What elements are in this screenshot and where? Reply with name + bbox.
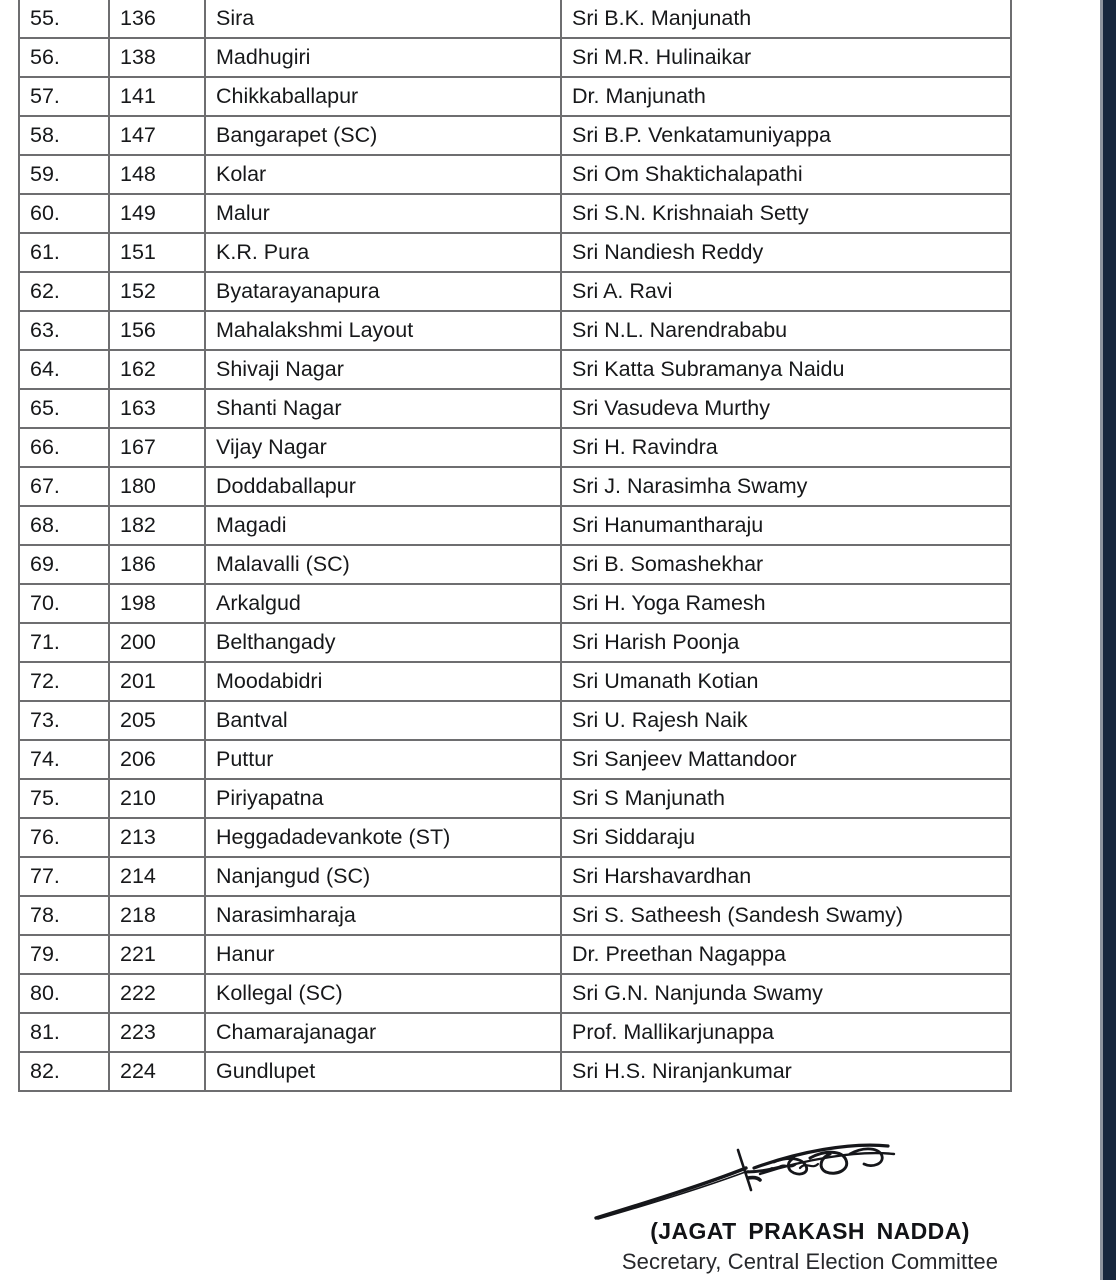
cell-ac-number: 210 bbox=[109, 779, 205, 818]
cell-ac-number: 206 bbox=[109, 740, 205, 779]
cell-ac-number: 205 bbox=[109, 701, 205, 740]
cell-constituency: Shivaji Nagar bbox=[205, 350, 561, 389]
cell-candidate-name: Sri Sanjeev Mattandoor bbox=[561, 740, 1011, 779]
cell-ac-number: 223 bbox=[109, 1013, 205, 1052]
cell-ac-number: 180 bbox=[109, 467, 205, 506]
cell-constituency: Shanti Nagar bbox=[205, 389, 561, 428]
cell-constituency: Piriyapatna bbox=[205, 779, 561, 818]
table-row bbox=[19, 779, 1011, 818]
table-row bbox=[19, 272, 1011, 311]
cell-ac-number: 152 bbox=[109, 272, 205, 311]
cell-ac-number: 213 bbox=[109, 818, 205, 857]
cell-ac-number: 156 bbox=[109, 311, 205, 350]
cell-candidate-name: Sri B. Somashekhar bbox=[561, 545, 1011, 584]
cell-ac-number: 200 bbox=[109, 623, 205, 662]
cell-constituency: Belthangady bbox=[205, 623, 561, 662]
cell-serial-number: 70. bbox=[19, 584, 109, 623]
table-row bbox=[19, 974, 1011, 1013]
cell-constituency: Heggadadevankote (ST) bbox=[205, 818, 561, 857]
cell-serial-number: 56. bbox=[19, 38, 109, 77]
cell-serial-number: 64. bbox=[19, 350, 109, 389]
cell-constituency: Madhugiri bbox=[205, 38, 561, 77]
cell-serial-number: 72. bbox=[19, 662, 109, 701]
cell-serial-number: 71. bbox=[19, 623, 109, 662]
cell-constituency: Vijay Nagar bbox=[205, 428, 561, 467]
table-row bbox=[19, 467, 1011, 506]
cell-ac-number: 222 bbox=[109, 974, 205, 1013]
cell-serial-number: 62. bbox=[19, 272, 109, 311]
cell-candidate-name: Sri M.R. Hulinaikar bbox=[561, 38, 1011, 77]
cell-ac-number: 224 bbox=[109, 1052, 205, 1091]
cell-constituency: Malavalli (SC) bbox=[205, 545, 561, 584]
cell-candidate-name: Sri Hanumantharaju bbox=[561, 506, 1011, 545]
cell-constituency: Nanjangud (SC) bbox=[205, 857, 561, 896]
cell-ac-number: 141 bbox=[109, 77, 205, 116]
cell-constituency: Puttur bbox=[205, 740, 561, 779]
cell-serial-number: 63. bbox=[19, 311, 109, 350]
cell-candidate-name: Sri N.L. Narendrababu bbox=[561, 311, 1011, 350]
cell-candidate-name: Sri S Manjunath bbox=[561, 779, 1011, 818]
cell-serial-number: 77. bbox=[19, 857, 109, 896]
table-row bbox=[19, 935, 1011, 974]
cell-ac-number: 147 bbox=[109, 116, 205, 155]
scan-edge-band bbox=[1103, 0, 1116, 1280]
cell-serial-number: 55. bbox=[19, 0, 109, 38]
cell-candidate-name: Sri A. Ravi bbox=[561, 272, 1011, 311]
cell-candidate-name: Sri Katta Subramanya Naidu bbox=[561, 350, 1011, 389]
handwritten-signature-icon bbox=[540, 1128, 1080, 1224]
cell-ac-number: 218 bbox=[109, 896, 205, 935]
cell-serial-number: 82. bbox=[19, 1052, 109, 1091]
cell-serial-number: 59. bbox=[19, 155, 109, 194]
table-row bbox=[19, 896, 1011, 935]
table-row bbox=[19, 0, 1011, 38]
table-row bbox=[19, 389, 1011, 428]
cell-serial-number: 74. bbox=[19, 740, 109, 779]
candidate-list-table bbox=[18, 0, 1012, 1092]
table-row bbox=[19, 506, 1011, 545]
cell-constituency: Hanur bbox=[205, 935, 561, 974]
cell-candidate-name: Sri Harish Poonja bbox=[561, 623, 1011, 662]
cell-candidate-name: Sri Siddaraju bbox=[561, 818, 1011, 857]
table-row bbox=[19, 1013, 1011, 1052]
table-row bbox=[19, 584, 1011, 623]
cell-serial-number: 68. bbox=[19, 506, 109, 545]
cell-serial-number: 78. bbox=[19, 896, 109, 935]
cell-ac-number: 167 bbox=[109, 428, 205, 467]
table-row bbox=[19, 1052, 1011, 1091]
cell-ac-number: 186 bbox=[109, 545, 205, 584]
cell-constituency: Arkalgud bbox=[205, 584, 561, 623]
cell-serial-number: 69. bbox=[19, 545, 109, 584]
cell-candidate-name: Sri S. Satheesh (Sandesh Swamy) bbox=[561, 896, 1011, 935]
cell-constituency: Gundlupet bbox=[205, 1052, 561, 1091]
table-row bbox=[19, 116, 1011, 155]
cell-constituency: Doddaballapur bbox=[205, 467, 561, 506]
cell-ac-number: 138 bbox=[109, 38, 205, 77]
table-row bbox=[19, 623, 1011, 662]
table-row bbox=[19, 311, 1011, 350]
table-row bbox=[19, 701, 1011, 740]
cell-constituency: Bantval bbox=[205, 701, 561, 740]
cell-serial-number: 61. bbox=[19, 233, 109, 272]
signature-block bbox=[540, 1128, 1080, 1275]
cell-candidate-name: Sri H. Ravindra bbox=[561, 428, 1011, 467]
table-row bbox=[19, 77, 1011, 116]
cell-candidate-name: Sri G.N. Nanjunda Swamy bbox=[561, 974, 1011, 1013]
table-row bbox=[19, 233, 1011, 272]
table-row bbox=[19, 155, 1011, 194]
cell-candidate-name: Sri S.N. Krishnaiah Setty bbox=[561, 194, 1011, 233]
cell-constituency: Chamarajanagar bbox=[205, 1013, 561, 1052]
table-body bbox=[19, 0, 1011, 1091]
cell-candidate-name: Sri U. Rajesh Naik bbox=[561, 701, 1011, 740]
cell-ac-number: 148 bbox=[109, 155, 205, 194]
cell-serial-number: 79. bbox=[19, 935, 109, 974]
cell-ac-number: 151 bbox=[109, 233, 205, 272]
cell-constituency: Moodabidri bbox=[205, 662, 561, 701]
table-row bbox=[19, 818, 1011, 857]
cell-serial-number: 76. bbox=[19, 818, 109, 857]
table-row bbox=[19, 740, 1011, 779]
cell-constituency: Malur bbox=[205, 194, 561, 233]
cell-serial-number: 60. bbox=[19, 194, 109, 233]
cell-serial-number: 58. bbox=[19, 116, 109, 155]
table-row bbox=[19, 857, 1011, 896]
cell-ac-number: 214 bbox=[109, 857, 205, 896]
cell-candidate-name: Prof. Mallikarjunappa bbox=[561, 1013, 1011, 1052]
cell-candidate-name: Sri Nandiesh Reddy bbox=[561, 233, 1011, 272]
cell-candidate-name: Sri H.S. Niranjankumar bbox=[561, 1052, 1011, 1091]
cell-ac-number: 221 bbox=[109, 935, 205, 974]
cell-ac-number: 182 bbox=[109, 506, 205, 545]
cell-candidate-name: Sri H. Yoga Ramesh bbox=[561, 584, 1011, 623]
cell-candidate-name: Dr. Preethan Nagappa bbox=[561, 935, 1011, 974]
table-row bbox=[19, 194, 1011, 233]
cell-candidate-name: Dr. Manjunath bbox=[561, 77, 1011, 116]
cell-constituency: Narasimharaja bbox=[205, 896, 561, 935]
cell-ac-number: 136 bbox=[109, 0, 205, 38]
table-row bbox=[19, 428, 1011, 467]
table-row bbox=[19, 545, 1011, 584]
cell-serial-number: 65. bbox=[19, 389, 109, 428]
cell-candidate-name: Sri J. Narasimha Swamy bbox=[561, 467, 1011, 506]
table-row bbox=[19, 38, 1011, 77]
cell-constituency: K.R. Pura bbox=[205, 233, 561, 272]
cell-constituency: Kolar bbox=[205, 155, 561, 194]
cell-ac-number: 163 bbox=[109, 389, 205, 428]
cell-candidate-name: Sri Umanath Kotian bbox=[561, 662, 1011, 701]
cell-ac-number: 201 bbox=[109, 662, 205, 701]
cell-constituency: Magadi bbox=[205, 506, 561, 545]
cell-constituency: Chikkaballapur bbox=[205, 77, 561, 116]
cell-candidate-name: Sri B.K. Manjunath bbox=[561, 0, 1011, 38]
cell-serial-number: 81. bbox=[19, 1013, 109, 1052]
cell-serial-number: 67. bbox=[19, 467, 109, 506]
cell-serial-number: 80. bbox=[19, 974, 109, 1013]
cell-candidate-name: Sri Vasudeva Murthy bbox=[561, 389, 1011, 428]
cell-constituency: Byatarayanapura bbox=[205, 272, 561, 311]
cell-ac-number: 198 bbox=[109, 584, 205, 623]
signatory-title: Secretary, Central Election Committee bbox=[621, 1249, 999, 1274]
cell-candidate-name: Sri Om Shaktichalapathi bbox=[561, 155, 1011, 194]
cell-serial-number: 75. bbox=[19, 779, 109, 818]
table-row bbox=[19, 662, 1011, 701]
table-row bbox=[19, 350, 1011, 389]
cell-constituency: Mahalakshmi Layout bbox=[205, 311, 561, 350]
cell-serial-number: 73. bbox=[19, 701, 109, 740]
cell-constituency: Sira bbox=[205, 0, 561, 38]
cell-ac-number: 162 bbox=[109, 350, 205, 389]
cell-constituency: Bangarapet (SC) bbox=[205, 116, 561, 155]
cell-serial-number: 57. bbox=[19, 77, 109, 116]
cell-constituency: Kollegal (SC) bbox=[205, 974, 561, 1013]
cell-candidate-name: Sri B.P. Venkatamuniyappa bbox=[561, 116, 1011, 155]
cell-serial-number: 66. bbox=[19, 428, 109, 467]
signatory-name: (JAGAT PRAKASH NADDA) bbox=[650, 1218, 970, 1244]
cell-candidate-name: Sri Harshavardhan bbox=[561, 857, 1011, 896]
cell-ac-number: 149 bbox=[109, 194, 205, 233]
